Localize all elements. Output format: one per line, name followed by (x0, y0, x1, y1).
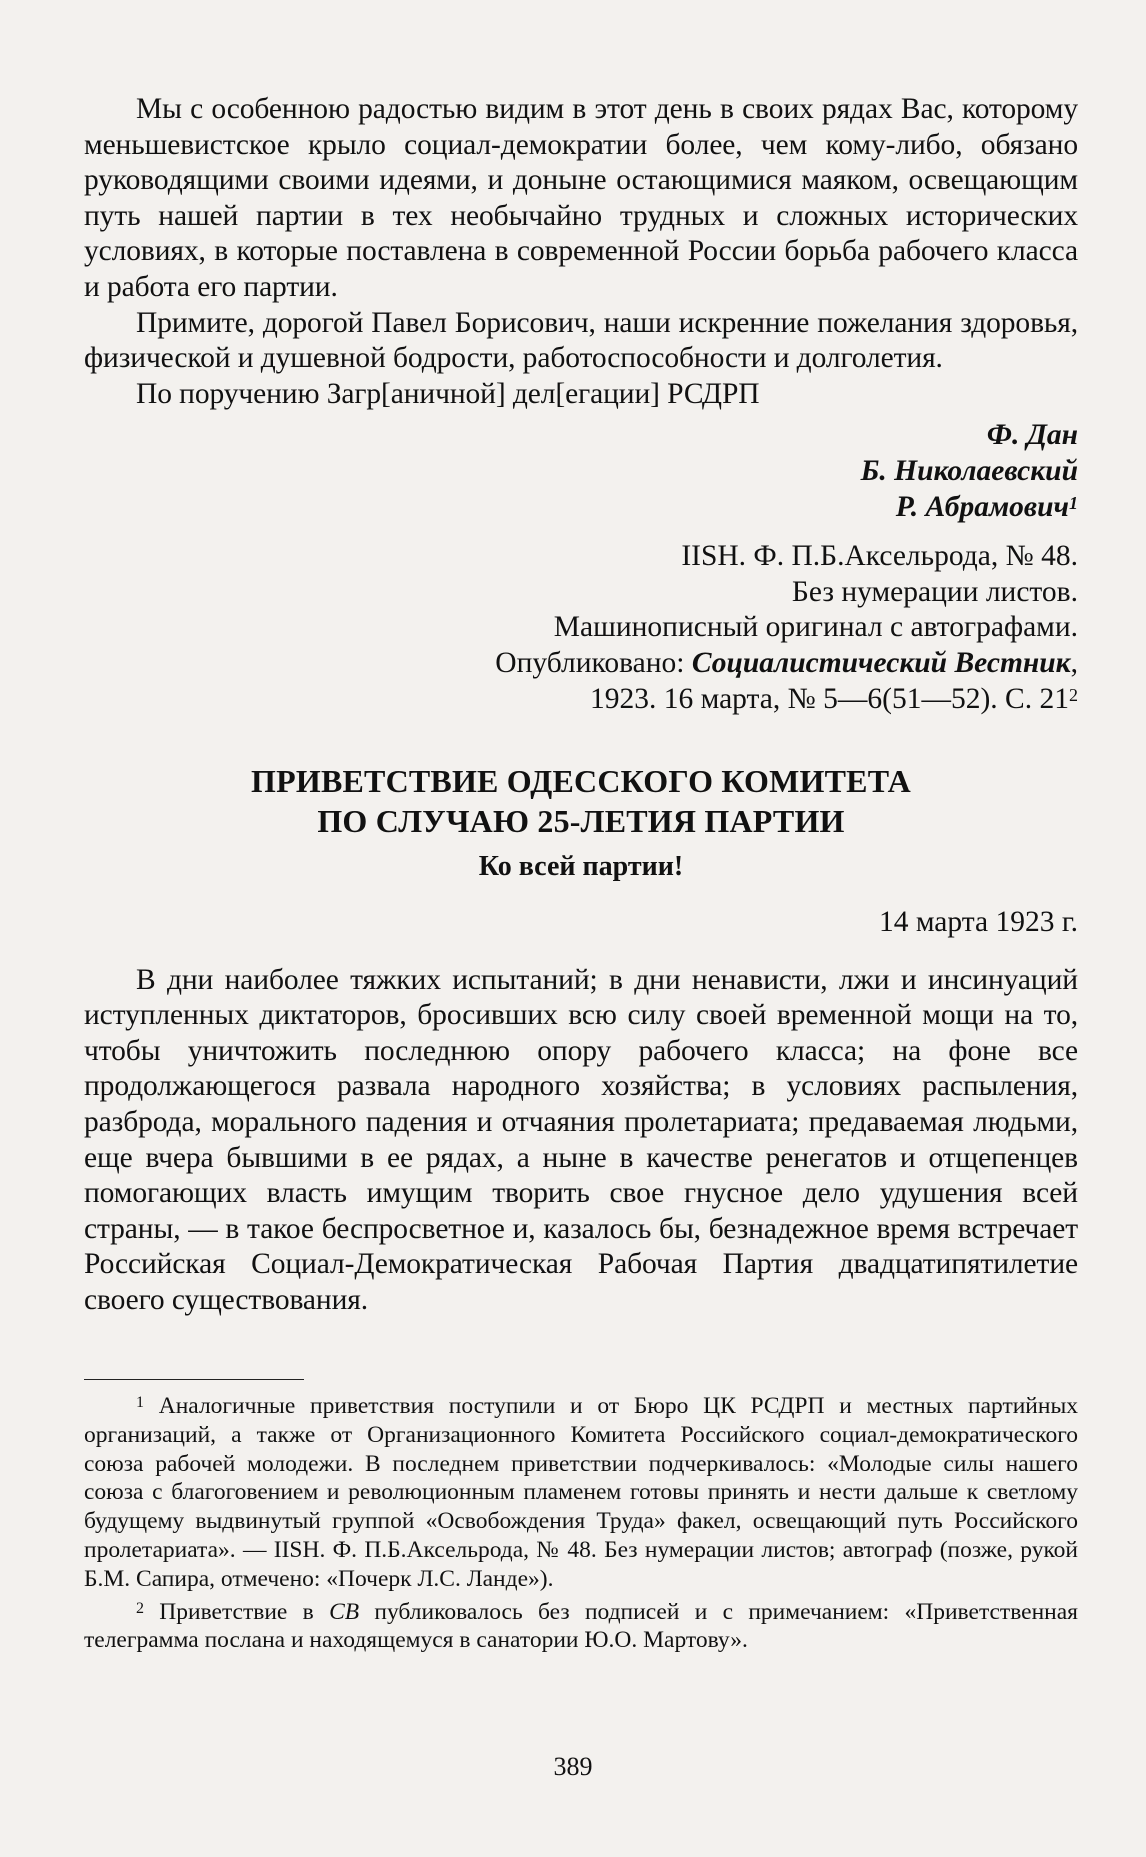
signature-block (84, 418, 1078, 525)
source-block (84, 539, 1078, 717)
footnote-2 (84, 1598, 1078, 1656)
footnote-ref-1[interactable]: 1 (1069, 492, 1078, 513)
document-paragraph-1: В дни наиболее тяжких испытаний; в дни ненависти, лжи и инсинуаций иступленных диктаторов, бросивших всю силу своей временной мощи на то, чтобы уничтожить последнюю опору рабочего класса; на фоне все продолжающегося развала народного хозяйства; в условиях распыления, разброда, морального падения и отчаяния пролетариата; предаваемая людьми, еще вчера бывшими в ее рядах, а ныне в качестве ренегатов и отщепенцев помогающих власть имущим творить свое гнусное дело удушения всей страны, — в такое беспросветное и, казалось бы, безнадежное время встречает Российская Социал-Демократическая Рабочая Партия двадцатипятилетие своего существования. (84, 963, 1078, 1317)
document-date: 14 марта 1923 г. (878, 906, 1078, 939)
publication-line (84, 646, 1078, 682)
published-label: Опубликовано: (495, 646, 692, 679)
signature-dan: Ф. Дан (986, 419, 1078, 452)
signature-abramovich-name: Р. Абрамович (895, 490, 1069, 523)
archive-note: Без нумерации листов. (791, 575, 1078, 608)
archive-reference: IISH. Ф. П.Б.Аксельрода, № 48. (681, 540, 1078, 573)
page-number: 389 (553, 1752, 593, 1781)
letter-paragraph-2: Примите, дорогой Павел Борисович, наши искренние пожелания здоровья, физической и душевной бодрости, работоспособности и долголетия. (84, 306, 1078, 375)
signature-abramovich (84, 490, 1078, 526)
footnote-1-mark: 1 (136, 1394, 144, 1411)
journal-title: Социалистический Вестник (691, 646, 1071, 679)
document-title (84, 761, 1078, 841)
archive-original-note: Машинописный оригинал с автографами. (553, 611, 1078, 644)
footnote-1-text: Аналогичные приветствия поступили и от Бюро ЦК РСДРП и местных партийных организаций, а также от Организационного Комитета Российского социал-демократического союза рабочей молодежи. В последнем приветствии подчеркивалось: «Молодые силы нашего союза с благоговением и революционным пламенем готовы принять и нести дальше к светлому будущему выдвинутый группой «Освобождения Труда» факел, освещающий путь Российского пролетариата». — IISH. Ф. П.Б.Аксельрода, № 48. Без нумерации листов; автограф (позже, рукой Б.М. Сапира, отмечено: «Почерк Л.С. Ланде»). (84, 1393, 1078, 1592)
footnote-divider (84, 1379, 304, 1380)
signature-nikolaevsky: Б. Николаевский (860, 454, 1078, 487)
title-line-1: ПРИВЕТСТВИЕ ОДЕССКОГО КОМИТЕТА (251, 763, 911, 800)
published-comma: , (1070, 646, 1078, 679)
publication-details (84, 682, 1078, 718)
salutation: Ко всей партии! (478, 851, 684, 883)
letter-paragraph-1: Мы с особенною радостью видим в этот день в своих рядах Вас, которому меньшевистское крыло социал-демократии более, чем кому-либо, обязано руководящими своими идеями, и доныне остающимися маяком, освещающим путь нашей партии в тех необычайно трудных и сложных исторических условиях, в которые поставлена в современной России борьба рабочего класса и работа его партии. (84, 93, 1078, 303)
footnote-2-prefix: Приветствие в (144, 1598, 330, 1625)
footnote-2-mark: 2 (136, 1599, 144, 1617)
footnote-2-italic: СВ (329, 1598, 360, 1625)
footnotes (84, 1392, 1078, 1655)
publication-issue: 1923. 16 марта, № 5—6(51—52). С. 21 (590, 682, 1069, 715)
main-text (84, 92, 1078, 1319)
title-line-2: ПО СЛУЧАЮ 25-ЛЕТИЯ ПАРТИИ (317, 803, 845, 840)
footnote-ref-2[interactable]: 2 (1069, 684, 1078, 705)
footnote-2-suffix: публиковалось без подписей и с примечанием: «Приветственная телеграмма послана и находящемуся в санатории Ю.О. Мартову». (84, 1598, 1078, 1654)
footnote-1 (84, 1392, 1078, 1594)
letter-paragraph-3: По поручению Загр[аничной] дел[егации] РСДРП (136, 377, 760, 410)
